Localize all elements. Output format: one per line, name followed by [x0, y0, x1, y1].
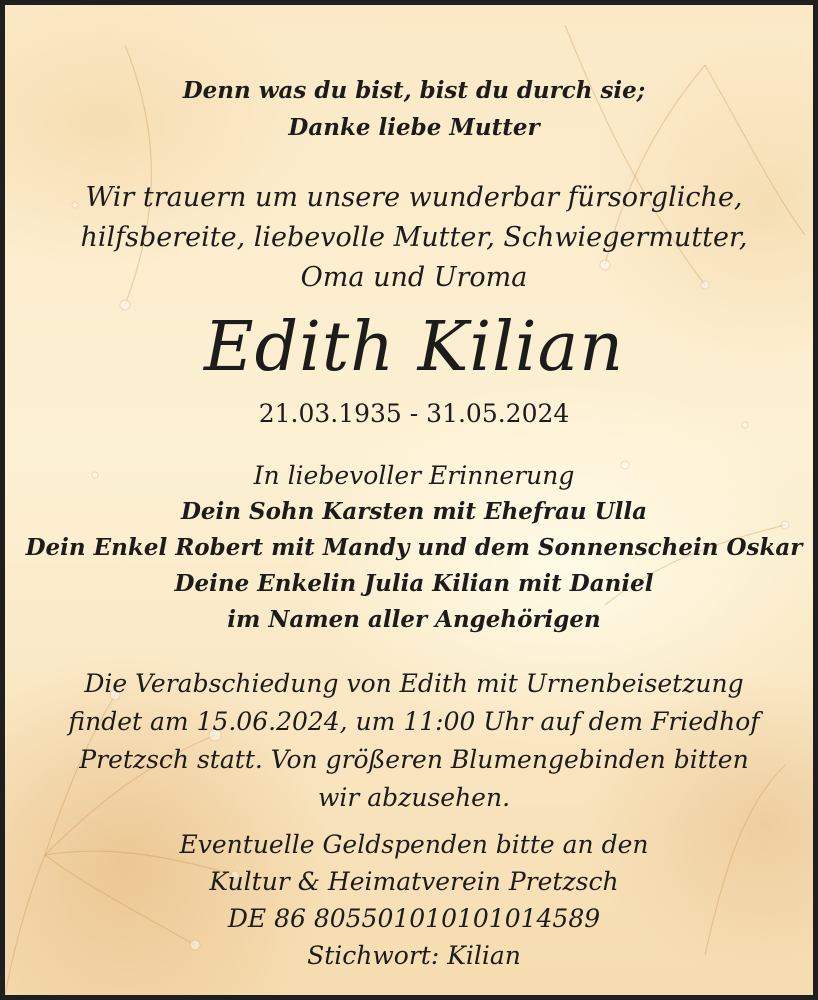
mourning-line: hilfsbereite, liebevolle Mutter, Schwiegermutter,: [80, 222, 748, 253]
family-line: Dein Sohn Karsten mit Ehefrau Ulla: [180, 498, 648, 525]
donation-info: [10, 826, 818, 974]
intro-quote: [10, 72, 818, 146]
life-dates: 21.03.1935 - 31.05.2024: [258, 399, 570, 428]
donation-line: Kultur & Heimatverein Pretzsch: [209, 867, 619, 896]
mourning-statement: [10, 178, 818, 298]
family-line: Dein Enkel Robert mit Mandy und dem Sonnenschein Oskar: [25, 534, 803, 561]
mourning-line: Wir trauern um unsere wunderbar fürsorgliche,: [85, 182, 743, 213]
family-line: Deine Enkelin Julia Kilian mit Daniel: [174, 570, 654, 597]
service-line: Die Verabschiedung von Edith mit Urnenbeisetzung: [84, 669, 744, 698]
family-line: im Namen aller Angehörigen: [227, 606, 601, 633]
service-line: Pretzsch statt. Von größeren Blumengebinden bitten: [79, 745, 749, 774]
donation-iban: DE 86 805501010101014589: [227, 904, 601, 933]
donation-line: Eventuelle Geldspenden bitte an den: [179, 830, 649, 859]
intro-line: Danke liebe Mutter: [288, 114, 540, 141]
service-info: [10, 665, 818, 817]
deceased-name: Edith Kilian: [203, 308, 625, 387]
family-signatures: [10, 458, 818, 638]
intro-line: Denn was du bist, bist du durch sie;: [182, 77, 646, 104]
service-line: findet am 15.06.2024, um 11:00 Uhr auf dem Friedhof: [68, 707, 760, 736]
mourning-line: Oma und Uroma: [300, 262, 528, 293]
remembrance-heading: In liebevoller Erinnerung: [253, 461, 575, 490]
donation-keyword: Stichwort: Kilian: [307, 941, 521, 970]
service-line: wir abzusehen.: [317, 783, 511, 812]
